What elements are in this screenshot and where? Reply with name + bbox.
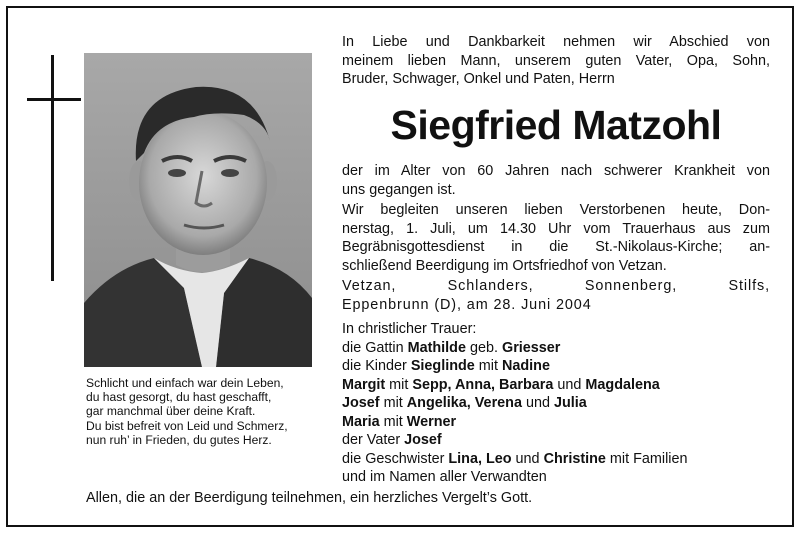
age-line: der im Alter von 60 Jahren nach schwerer Krankheit von — [342, 163, 770, 179]
intro-text — [342, 33, 770, 89]
cross-icon — [51, 55, 54, 281]
poem-line: Du bist befreit von Leid und Schmerz, — [86, 418, 288, 433]
mourner-line: Josef mit Angelika, Verena und Julia — [342, 395, 587, 411]
poem-line: nun ruh’ in Frieden, du gutes Herz. — [86, 432, 272, 447]
mourner-line: der Vater Josef — [342, 432, 442, 448]
portrait-photo — [84, 53, 312, 367]
mourners-heading: In christlicher Trauer: — [342, 321, 477, 337]
poem-line: Schlicht und einfach war dein Leben, — [86, 376, 284, 390]
mourner-line: Maria mit Werner — [342, 413, 457, 430]
mourner-line: und im Namen aller Verwandten — [342, 469, 547, 485]
funeral-text — [342, 201, 770, 275]
poem-line: gar manchmal über deine Kraft. — [86, 404, 256, 419]
age-text — [342, 162, 770, 199]
age-line: uns gegangen ist. — [342, 181, 456, 198]
cross-icon-bar — [27, 98, 81, 101]
mourner-line: die Gattin Mathilde geb. Griesser — [342, 339, 561, 356]
poem-line: du hast gesorgt, du hast geschafft, — [86, 390, 272, 405]
mourner-line: die Geschwister Lina, Leo und Christine mit Familien — [342, 450, 688, 467]
intro-line: In Liebe und Dankbarkeit nehmen wir Abschied von — [342, 34, 770, 50]
intro-line: meinem lieben Mann, unserem guten Vater, Opa, Sohn, — [342, 52, 770, 69]
mourners-list — [342, 320, 770, 487]
poem — [86, 376, 322, 447]
date-line: Eppenbrunn (D), am 28. Juni 2004 — [342, 296, 592, 313]
funeral-line: nerstag, 1. Juli, um 14.30 Uhr vom Trauerhaus aus zum — [342, 220, 770, 237]
mourner-line: die Kinder Sieglinde mit Nadine — [342, 358, 550, 374]
funeral-line: Begräbnisgottesdienst in die St.-Nikolaus-Kirche; an- — [342, 239, 770, 255]
closing-thanks: Allen, die an der Beerdigung teilnehmen, ein herzliches Vergelt’s Gott. — [86, 490, 533, 506]
places-line: Vetzan, Schlanders, Sonnenberg, Stilfs, — [342, 278, 770, 294]
mourner-line: Margit mit Sepp, Anna, Barbara und Magdalena — [342, 376, 660, 393]
funeral-line: schließend Beerdigung im Ortsfriedhof von Vetzan. — [342, 257, 667, 274]
funeral-line: Wir begleiten unseren lieben Verstorbenen heute, Don- — [342, 202, 770, 218]
intro-line: Bruder, Schwager, Onkel und Paten, Herrn — [342, 71, 615, 87]
places-date — [342, 277, 770, 314]
deceased-name: Siegfried Matzohl — [390, 102, 722, 148]
